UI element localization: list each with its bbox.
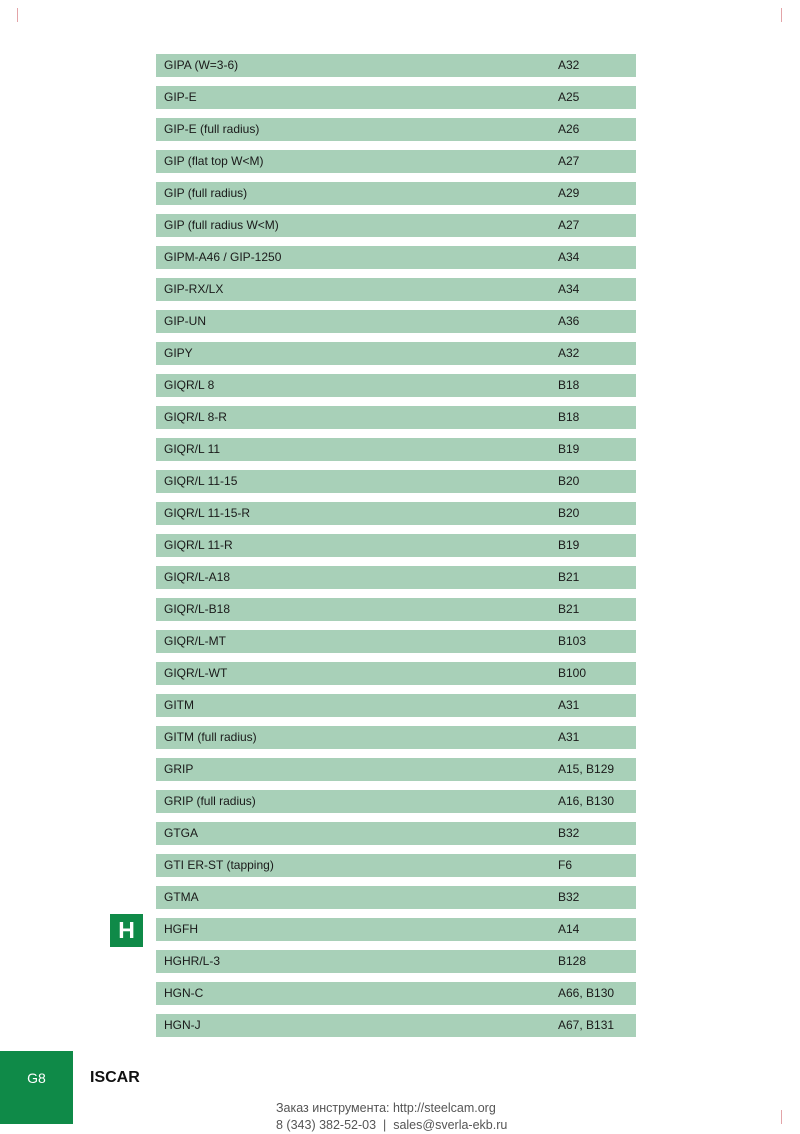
table-row bbox=[156, 342, 636, 365]
tool-designation: HGFH bbox=[164, 922, 198, 936]
page-reference: B100 bbox=[558, 666, 587, 680]
tool-designation: HGN-J bbox=[164, 1018, 201, 1032]
table-row bbox=[156, 502, 636, 525]
table-row bbox=[156, 566, 636, 589]
tool-designation: GIQR/L 11-15 bbox=[164, 474, 238, 488]
tool-designation: GIPY bbox=[164, 346, 193, 360]
table-row bbox=[156, 150, 636, 173]
table-row bbox=[156, 790, 636, 813]
table-row bbox=[156, 278, 636, 301]
table-row bbox=[156, 118, 636, 141]
page-reference: A26 bbox=[558, 122, 580, 136]
page-reference: A25 bbox=[558, 90, 580, 104]
page-reference: A29 bbox=[558, 186, 580, 200]
page-reference: A36 bbox=[558, 314, 580, 328]
page-reference: B20 bbox=[558, 474, 580, 488]
page-reference: A34 bbox=[558, 282, 580, 296]
tool-designation: GRIP (full radius) bbox=[164, 794, 256, 808]
table-row bbox=[156, 310, 636, 333]
tool-designation: GTGA bbox=[164, 826, 199, 840]
section-letter-tab: H bbox=[110, 914, 143, 947]
tool-designation: GIP-UN bbox=[164, 314, 206, 328]
tool-designation: GIQR/L-WT bbox=[164, 666, 228, 680]
tool-designation: GIQR/L 11-15-R bbox=[164, 506, 251, 520]
page-reference: B21 bbox=[558, 602, 580, 616]
table-row bbox=[156, 598, 636, 621]
page-reference: B20 bbox=[558, 506, 580, 520]
page-reference: F6 bbox=[558, 858, 573, 872]
crop-mark bbox=[781, 8, 782, 22]
page-reference: A32 bbox=[558, 346, 580, 360]
tool-designation: GIQR/L-MT bbox=[164, 634, 226, 648]
tool-designation: GIPA (W=3-6) bbox=[164, 58, 239, 72]
tool-designation: GTMA bbox=[164, 890, 199, 904]
tool-designation: GIQR/L-A18 bbox=[164, 570, 231, 584]
table-row bbox=[156, 950, 636, 973]
brand-logo: ISCAR bbox=[90, 1069, 140, 1086]
page-reference: A32 bbox=[558, 58, 580, 72]
table-row bbox=[156, 726, 636, 749]
table-row bbox=[156, 630, 636, 653]
page-reference: B18 bbox=[558, 410, 580, 424]
page-reference: A67, B131 bbox=[558, 1018, 615, 1032]
page-reference: B32 bbox=[558, 826, 580, 840]
crop-mark bbox=[781, 1110, 782, 1124]
tool-designation: GIQR/L 8-R bbox=[164, 410, 227, 424]
table-row bbox=[156, 758, 636, 781]
table-row bbox=[156, 214, 636, 237]
tool-designation: GIQR/L 8 bbox=[164, 378, 215, 392]
table-row bbox=[156, 86, 636, 109]
page-reference: A16, B130 bbox=[558, 794, 615, 808]
tool-designation: GIP-E bbox=[164, 90, 197, 104]
table-row bbox=[156, 374, 636, 397]
table-row bbox=[156, 886, 636, 909]
table-row bbox=[156, 918, 636, 941]
table-row bbox=[156, 854, 636, 877]
table-row bbox=[156, 54, 636, 77]
table-row bbox=[156, 982, 636, 1005]
crop-mark bbox=[17, 8, 18, 22]
table-row bbox=[156, 1014, 636, 1037]
tool-designation: HGN-C bbox=[164, 986, 204, 1000]
footer-contact bbox=[276, 1100, 507, 1134]
page-reference: A66, B130 bbox=[558, 986, 615, 1000]
tool-designation: GRIP bbox=[164, 762, 194, 776]
tool-designation: GIPM-A46 / GIP-1250 bbox=[164, 250, 282, 264]
page-reference: A31 bbox=[558, 698, 580, 712]
page-number-tab bbox=[0, 1051, 73, 1124]
footer-phone-email-line: 8 (343) 382-52-03 | sales@sverla-ekb.ru bbox=[276, 1118, 508, 1132]
tool-designation: GIP (full radius) bbox=[164, 186, 248, 200]
table-row bbox=[156, 822, 636, 845]
page-reference: A27 bbox=[558, 154, 580, 168]
page-reference: B128 bbox=[558, 954, 587, 968]
page-reference: A14 bbox=[558, 922, 580, 936]
tool-designation: GIP-E (full radius) bbox=[164, 122, 260, 136]
footer-order-line: Заказ инструмента: http://steelcam.org bbox=[276, 1101, 496, 1115]
page-reference: B19 bbox=[558, 538, 580, 552]
page-reference: B18 bbox=[558, 378, 580, 392]
tool-designation: GITM (full radius) bbox=[164, 730, 257, 744]
page-reference: A27 bbox=[558, 218, 580, 232]
page-reference: B32 bbox=[558, 890, 580, 904]
table-row bbox=[156, 470, 636, 493]
table-row bbox=[156, 694, 636, 717]
page-reference: B19 bbox=[558, 442, 580, 456]
page-reference: B103 bbox=[558, 634, 587, 648]
tool-designation: GIQR/L 11 bbox=[164, 442, 221, 456]
tool-designation: GIP-RX/LX bbox=[164, 282, 224, 296]
page-number: G8 bbox=[27, 1070, 46, 1086]
page-reference: A34 bbox=[558, 250, 580, 264]
tool-designation: GIQR/L 11-R bbox=[164, 538, 233, 552]
page-reference: A15, B129 bbox=[558, 762, 615, 776]
table-row bbox=[156, 182, 636, 205]
tool-designation: GIP (full radius W<M) bbox=[164, 218, 279, 232]
table-row bbox=[156, 534, 636, 557]
tool-designation: GITM bbox=[164, 698, 194, 712]
tool-designation: GIP (flat top W<M) bbox=[164, 154, 264, 168]
page-reference: B21 bbox=[558, 570, 580, 584]
page-reference: A31 bbox=[558, 730, 580, 744]
table-row bbox=[156, 662, 636, 685]
table-row bbox=[156, 406, 636, 429]
table-row bbox=[156, 438, 636, 461]
tool-designation: GTI ER-ST (tapping) bbox=[164, 858, 274, 872]
table-row bbox=[156, 246, 636, 269]
tool-designation: GIQR/L-B18 bbox=[164, 602, 231, 616]
tool-designation: HGHR/L-3 bbox=[164, 954, 221, 968]
